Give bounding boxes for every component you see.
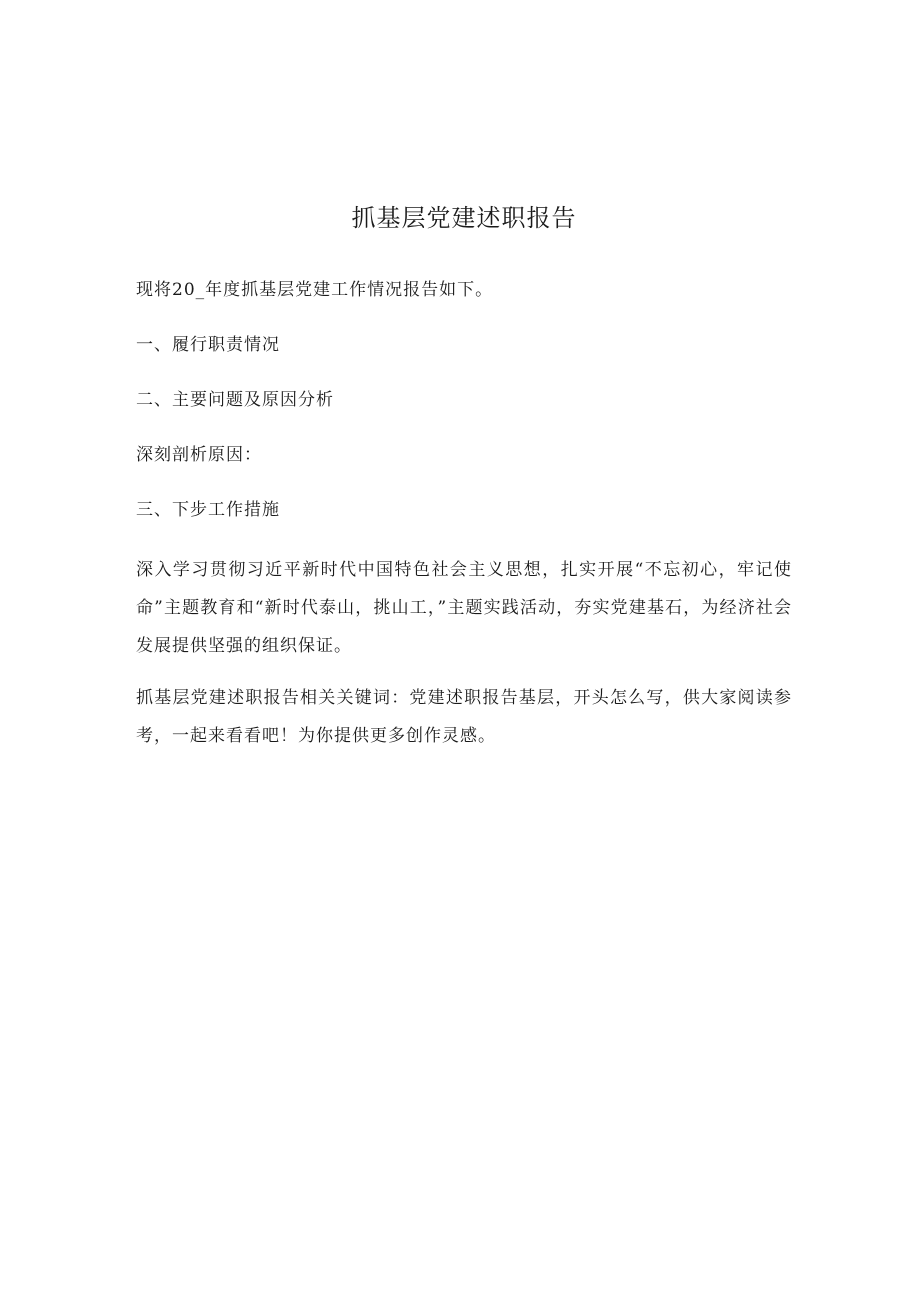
analysis-label: 深刻剖析原因： xyxy=(136,445,262,465)
intro-paragraph: 现将20_年度抓基层党建工作情况报告如下。 xyxy=(136,280,494,300)
section-heading-3: 三、下步工作措施 xyxy=(136,500,280,520)
section-heading-2: 二、主要问题及原因分析 xyxy=(136,390,334,410)
measures-paragraph: 深入学习贯彻习近平新时代中国特色社会主义思想，扎实开展“不忘初心，牢记使命”主题教育和“新时代泰山，挑山工，”主题实践活动，夯实党建基石，为经济社会发展提供坚强的组织保证。 xyxy=(136,560,792,656)
document-body xyxy=(136,200,792,769)
document-title: 抓基层党建述职报告 xyxy=(351,204,577,232)
section-heading-1: 一、履行职责情况 xyxy=(136,335,280,355)
keywords-paragraph: 抓基层党建述职报告相关关键词：党建述职报告基层，开头怎么写，供大家阅读参考，一起来看看吧！为你提供更多创作灵感。 xyxy=(136,688,792,746)
